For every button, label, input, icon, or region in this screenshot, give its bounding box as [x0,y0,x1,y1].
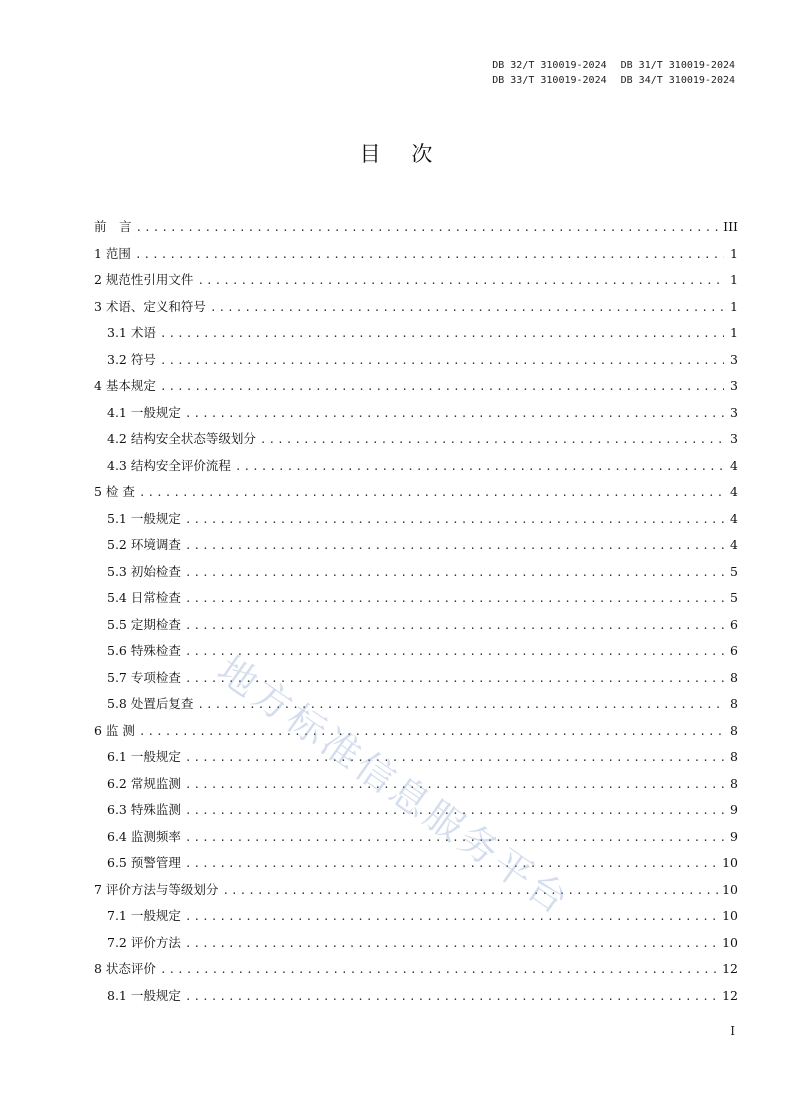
toc-leader-dots [185,560,724,587]
toc-entry-page: 4 [730,457,738,473]
toc-leader-dots [160,348,724,375]
toc-entry[interactable] [94,824,738,851]
toc-leader-dots [185,533,724,560]
toc-leader-dots [139,480,724,507]
toc-entry-label: 6.4 监测频率 [107,828,181,844]
toc-entry-page: 6 [730,643,738,658]
page-number: I [730,1024,735,1038]
toc-leader-dots [185,851,718,878]
toc-entry-label: 3.1 术语 [107,325,156,340]
toc-entry-page: 3 [730,351,738,367]
toc-entry-page: 8 [730,696,738,711]
toc-entry-page: 10 [722,934,738,950]
toc-leader-dots [185,745,724,772]
toc-leader-dots [260,427,724,454]
toc-leader-dots [185,401,724,428]
toc-entry-label: 6.5 预警管理 [107,855,181,870]
toc-leader-dots [185,984,718,1011]
toc-entry-label: 8.1 一般规定 [107,987,181,1003]
toc-entry-page: 3 [730,378,738,393]
toc-entry[interactable] [94,850,738,877]
toc-leader-dots [139,719,724,746]
toc-leader-dots [185,904,718,931]
toc-entry-label: 4.1 一般规定 [107,404,181,420]
standard-code-row [478,73,735,88]
toc-entry-label: 5.2 环境调查 [107,537,181,552]
toc-entry-page: 1 [730,298,738,314]
toc-entry-page: 6 [730,616,738,632]
toc-entry-label: 7.1 一般规定 [107,908,181,923]
watermark: 地方标准信息服务平台 [209,647,579,925]
toc-entry-label: 5.6 特殊检查 [107,643,181,658]
toc-entry[interactable] [94,612,738,639]
toc-entry-label: 4.3 结构安全评价流程 [107,457,231,473]
toc-entry-page: 4 [730,484,738,499]
toc-entry-page: 1 [730,245,738,261]
toc-entry-label: 8 状态评价 [94,961,156,976]
toc-entry[interactable] [94,718,738,745]
toc-entry[interactable] [94,320,738,347]
toc-entry-page: 12 [722,961,738,976]
toc-leader-dots [197,268,724,295]
toc-leader-dots [235,454,724,481]
toc-entry-label: 5.5 定期检查 [107,616,181,632]
toc-entry-label: 5.4 日常检查 [107,590,181,605]
toc-leader-dots [210,295,724,322]
standard-code: DB 33/T 310019-2024 [492,75,607,86]
toc-entry-label: 6 监 测 [94,722,135,738]
toc-entry-page: 3 [730,431,738,446]
toc-entry[interactable] [94,903,738,930]
standard-codes [478,58,735,88]
toc-entry-label: 4.2 结构安全状态等级划分 [107,431,256,446]
toc-entry[interactable] [94,744,738,771]
toc-entry-page: 8 [730,775,738,791]
toc-leader-dots [185,666,724,693]
toc-entry-page: 4 [730,510,738,526]
toc-entry-page: 9 [730,802,738,817]
toc-entry[interactable] [94,877,738,904]
toc-entry-label: 5.8 处置后复查 [107,696,194,711]
toc-entry[interactable] [94,532,738,559]
toc-leader-dots [197,692,724,719]
toc-leader-dots [160,957,718,984]
table-of-contents [94,214,738,1009]
toc-entry[interactable] [94,585,738,612]
toc-entry[interactable] [94,294,738,321]
toc-entry-label: 6.2 常规监测 [107,775,181,791]
toc-entry[interactable] [94,691,738,718]
toc-entry-page: 8 [730,669,738,685]
toc-entry-label: 5.3 初始检查 [107,563,181,579]
toc-entry-label: 1 范围 [94,245,131,261]
toc-leader-dots [160,321,724,348]
standard-code: DB 32/T 310019-2024 [492,60,607,71]
toc-entry-label: 3 术语、定义和符号 [94,298,206,314]
toc-entry-page: 3 [730,404,738,420]
toc-entry-label: 6.1 一般规定 [107,749,181,764]
toc-leader-dots [222,878,718,905]
toc-entry-label: 3.2 符号 [107,351,156,367]
toc-entry-page: 10 [722,855,738,870]
toc-entry[interactable] [94,983,738,1010]
toc-entry[interactable] [94,638,738,665]
toc-entry-label: 4 基本规定 [94,378,156,393]
toc-entry[interactable] [94,771,738,798]
standard-code: DB 31/T 310019-2024 [620,60,735,71]
toc-entry-label: 2 规范性引用文件 [94,272,194,287]
toc-entry-page: 10 [722,881,738,897]
toc-entry[interactable] [94,400,738,427]
toc-entry[interactable] [94,930,738,957]
toc-entry-label: 5.7 专项检查 [107,669,181,685]
toc-entry-page: 8 [730,749,738,764]
toc-leader-dots [185,931,718,958]
toc-leader-dots [185,613,724,640]
toc-leader-dots [185,639,724,666]
toc-entry-page: 8 [730,722,738,738]
toc-entry-label: 5.1 一般规定 [107,510,181,526]
toc-entry-label: 5 检 查 [94,484,135,499]
toc-entry[interactable] [94,506,738,533]
toc-entry[interactable] [94,426,738,453]
toc-leader-dots [136,215,720,242]
toc-entry-page: III [723,219,738,234]
toc-entry[interactable] [94,453,738,480]
toc-leader-dots [185,772,724,799]
toc-entry-page: 1 [730,272,738,287]
toc-entry-page: 4 [730,537,738,552]
toc-leader-dots [135,242,724,269]
toc-entry[interactable] [94,241,738,268]
toc-entry-label: 6.3 特殊监测 [107,802,181,817]
toc-entry[interactable] [94,267,738,294]
toc-entry[interactable] [94,559,738,586]
toc-leader-dots [185,798,724,825]
toc-entry[interactable] [94,347,738,374]
toc-entry[interactable] [94,373,738,400]
toc-entry-page: 9 [730,828,738,844]
toc-entry-page: 10 [722,908,738,923]
toc-entry[interactable] [94,956,738,983]
toc-leader-dots [160,374,724,401]
toc-entry-label: 前 言 [94,219,132,234]
toc-leader-dots [185,586,724,613]
standard-code: DB 34/T 310019-2024 [620,75,735,86]
toc-entry[interactable] [94,214,738,241]
page-title: 目 次 [359,142,445,166]
toc-entry[interactable] [94,665,738,692]
toc-leader-dots [185,825,724,852]
toc-entry-page: 5 [730,563,738,579]
toc-entry[interactable] [94,479,738,506]
toc-entry-label: 7.2 评价方法 [107,934,181,950]
toc-entry-label: 7 评价方法与等级划分 [94,881,219,897]
toc-entry[interactable] [94,797,738,824]
toc-entry-page: 12 [722,987,738,1003]
toc-entry-page: 5 [730,590,738,605]
toc-entry-page: 1 [730,325,738,340]
toc-leader-dots [185,507,724,534]
standard-code-row [478,58,735,73]
